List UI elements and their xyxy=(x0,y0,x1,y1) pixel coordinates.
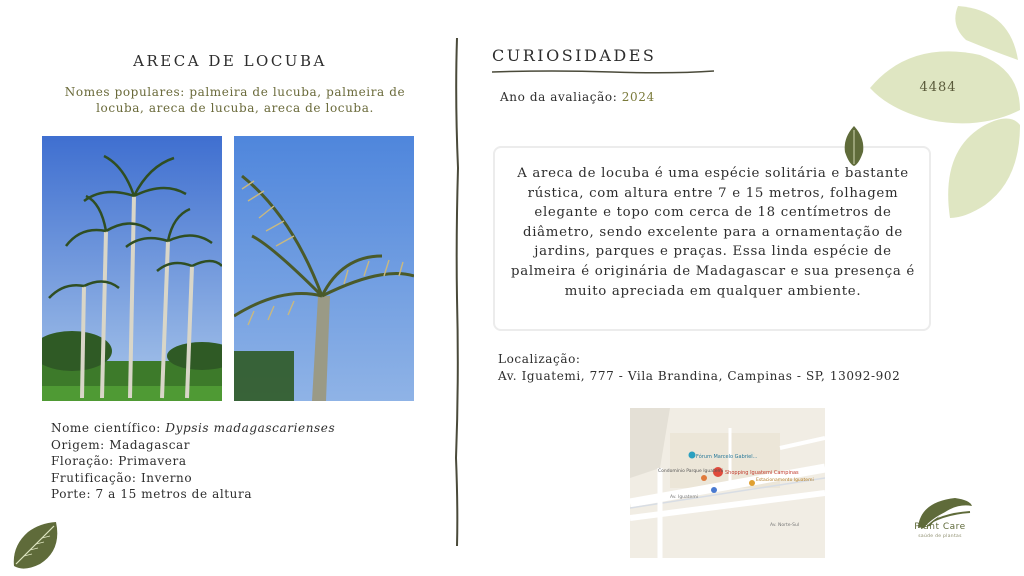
leaf-icon xyxy=(843,126,865,166)
brand-tagline: saúde de plantas xyxy=(918,534,962,539)
fruiting: Frutificação: Inverno xyxy=(51,470,193,485)
title-underline xyxy=(492,69,714,75)
year-label: Ano da avaliação: xyxy=(500,90,622,104)
map-label-shopping: Shopping Iguatemi Campinas xyxy=(725,470,799,476)
map-label-estacionamento: Estacionamento Iguatemi xyxy=(756,478,814,483)
description-text: A areca de locuba é uma espécie solitária e bastante rústica, com altura entre 7 e 15 metros, folhagem elegante e topo com cerca de 18 centímetros de diâmetro, sendo excelente para a ornamentação de jardins, parques e praças. Essa linda espécie de palmeira é originária de Madagascar e sua presença é muito apreciada em qualquer ambiente. xyxy=(511,166,915,299)
badge-number: 4484 xyxy=(919,80,957,95)
column-divider xyxy=(452,38,462,546)
flowering: Floração: Primavera xyxy=(51,454,187,468)
leaf-badge xyxy=(870,0,1024,230)
year-value: 2024 xyxy=(621,90,655,104)
location-address: Av. Iguatemi, 777 - Vila Brandina, Campinas - SP, 13092-902 xyxy=(498,369,901,383)
map-label-forum: Fórum Marcelo Gabriel... xyxy=(696,454,758,460)
photo-palm-crown xyxy=(234,136,414,401)
curiosities-title: CURIOSIDADES xyxy=(492,46,657,65)
map-label-av-norte-sul: Av. Norte-Sul xyxy=(770,523,800,528)
plant-care-logo-icon xyxy=(900,482,980,542)
plant-title: ARECA DE LOCUBA xyxy=(133,52,327,70)
scientific-label: Nome científico: xyxy=(51,421,166,435)
brand-name: Plant Care xyxy=(914,522,966,532)
map-label-condominio: Condomínio Parque Iguatemi xyxy=(658,469,724,474)
location-map[interactable] xyxy=(630,408,825,558)
map-label-av-iguatemi: Av. Iguatemi xyxy=(670,495,698,500)
location-label: Localização: xyxy=(498,352,581,366)
leaf-decoration-icon xyxy=(10,520,60,570)
origin: Origem: Madagascar xyxy=(51,437,191,452)
photo-palm-garden xyxy=(42,136,222,401)
popular-names: Nomes populares: palmeira de lucuba, palmeira de locuba, areca de lucuba, areca de locuba. xyxy=(64,85,406,115)
scientific-name-row xyxy=(51,420,335,437)
evaluation-year xyxy=(500,90,655,104)
scientific-name: Dypsis madagascarienses xyxy=(165,421,336,435)
plant-details xyxy=(51,420,335,503)
size: Porte: 7 a 15 metros de altura xyxy=(51,487,253,501)
